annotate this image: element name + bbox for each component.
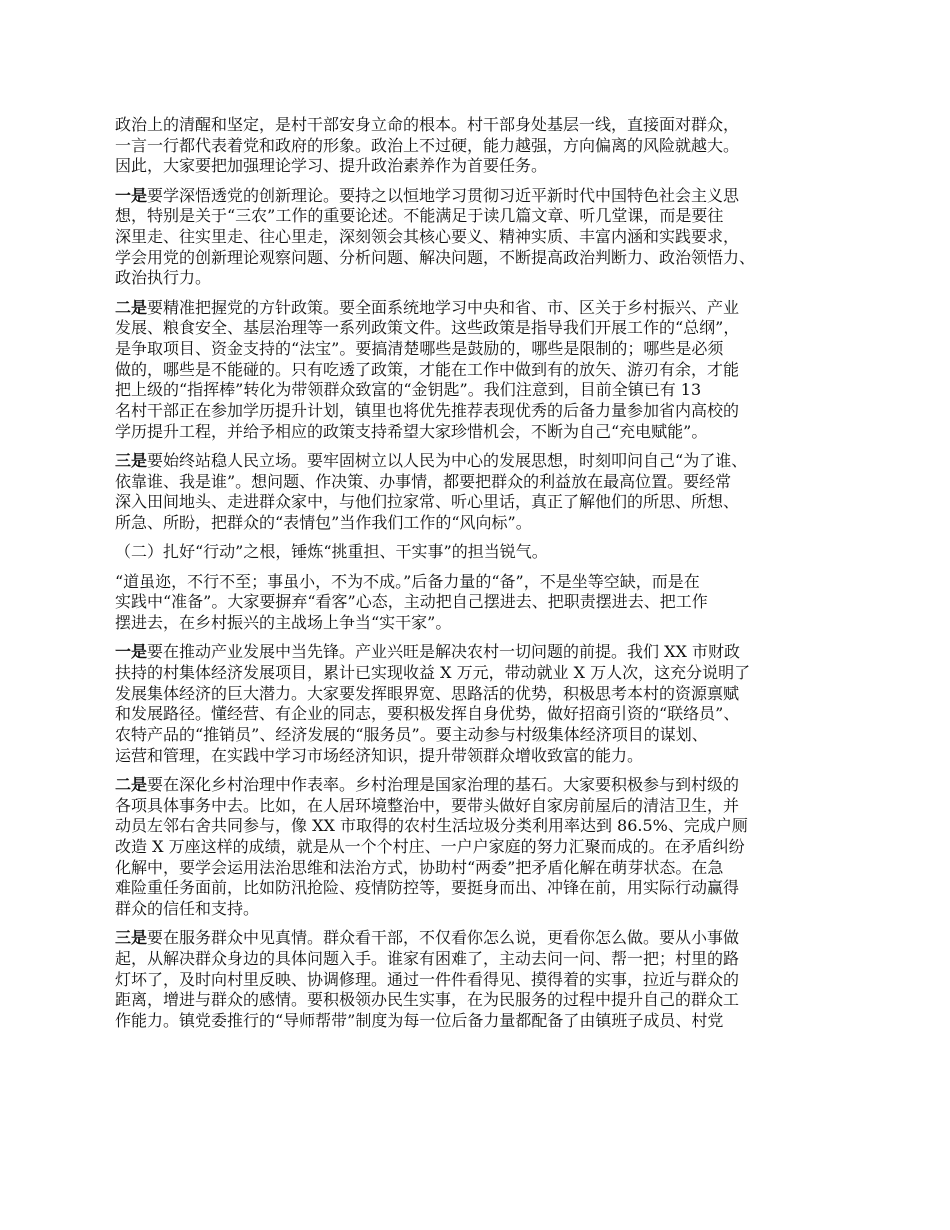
line-text: 要在服务群众中见真情。群众看干部，不仅看你怎么说，更看你怎么做。要从小事做 [147,928,740,948]
line-text: 要精准把握党的方针政策。要全面系统地学习中央和省、市、区关于乡村振兴、产业 [147,297,740,317]
line-text: 把上级的“指挥棒”转化为带领群众致富的“金钥匙”。我们注意到，目前全镇已有 13 [115,380,702,400]
line-text: 名村干部正在参加学历提升计划，镇里也将优先推荐表现优秀的后备力量参加省内高校的 [115,401,740,421]
text-line [115,663,840,684]
line-text: 运营和管理，在实践中学习市场经济知识，提升带领群众增收致富的能力。 [115,745,644,765]
line-text: 要在推动产业发展中当先锋。产业兴旺是解决农村一切问题的前提。我们 XX 市财政 [147,642,740,662]
line-text: 学会用党的创新理论观察问题、分析问题、解决问题，不断提高政治判断力、政治领悟力、 [115,247,756,267]
text-line [115,704,840,725]
paragraph [115,298,840,443]
line-text: 发展、粮食安全、基层治理等一系列政策文件。这些政策是指导我们开展工作的“总纲”， [115,318,740,338]
text-line [115,513,840,534]
text-line [115,642,840,663]
text-line [115,1011,840,1032]
text-line [115,227,840,248]
paragraph-lead: 三是 [115,451,148,471]
line-text: 和发展路径。懂经营、有企业的同志，要积极发挥自身优势，做好招商引资的“联络员”、 [115,704,740,724]
line-text: 起，从解决群众身边的具体问题入手。谁家有困难了，主动去问一问、帮一把；村里的路 [115,949,740,969]
text-line [115,613,840,634]
line-text: 想，特别是关于“三农”工作的重要论述。不能满足于读几篇文章、听几堂课，而是要往 [115,206,724,226]
text-line [115,451,840,472]
line-text: 学历提升工程，并给予相应的政策支持希望大家珍惜机会，不断为自己“充电赋能”。 [115,421,708,441]
text-line [115,949,840,970]
text-line [115,360,840,381]
line-text: 要学深悟透党的创新理论。要持之以恒地学习贯彻习近平新时代中国特色社会主义思 [147,185,740,205]
paragraph-lead: 二是 [115,297,148,317]
text-line [115,878,840,899]
paragraph [115,572,840,634]
line-text: 深里走、往实里走、往心里走，深刻领会其核心要义、精神实质、丰富内涵和实践要求， [115,227,740,247]
text-line [115,298,840,319]
line-text: 群众的信任和支持。 [115,899,260,919]
text-line [115,899,840,920]
line-text: 化解中，要学会运用法治思维和法治方式，协助村“两委”把矛盾化解在萌芽状态。在急 [115,857,724,877]
paragraph-lead: 一是 [115,642,148,662]
paragraph [115,775,840,920]
line-text: 灯坏了，及时向村里反映、协调修理。通过一件件看得见、摸得着的实事，拉近与群众的 [115,969,740,989]
line-text: 作能力。镇党委推行的“导师帮带”制度为每一位后备力量都配备了由镇班子成员、村党 [115,1011,724,1031]
paragraph-lead: 三是 [115,928,148,948]
line-text: 实践中“准备”。大家要摒弃“看客”心态，主动把自己摆进去、把职责摆进去、把工作 [115,592,708,612]
line-text: （二）扎好“行动”之根，锤炼“挑重担、干实事”的担当锐气。 [115,542,548,562]
text-line [115,858,840,879]
text-line [115,746,840,767]
text-line [115,339,840,360]
line-text: “道虽迩，不行不至；事虽小，不为不成。”后备力量的“备”，不是坐等空缺，而是在 [115,571,700,591]
line-text: 做的，哪些是不能碰的。只有吃透了政策，才能在工作中做到有的放矢、游刃有余，才能 [115,359,740,379]
line-text: 政治执行力。 [115,268,212,288]
line-text: 农特产品的“推销员”、经济发展的“服务员”。要主动参与村级集体经济项目的谋划、 [115,724,708,744]
line-text: 依靠谁、我是谁”。想问题、作决策、办事情，都要把群众的利益放在最高位置。要经常 [115,471,732,491]
paragraph [115,186,840,290]
line-text: 是争取项目、资金支持的“法宝”。要搞清楚哪些是鼓励的，哪些是限制的；哪些是必须 [115,339,724,359]
text-line [115,115,840,136]
line-text: 政治上的清醒和坚定，是村干部安身立命的根本。村干部身处基层一线，直接面对群众， [115,115,740,134]
line-text: 所急、所盼，把群众的“表情包”当作我们工作的“风向标”。 [115,513,532,533]
paragraph [115,451,840,534]
text-line [115,725,840,746]
text-line [115,206,840,227]
text-line [115,990,840,1011]
text-line [115,928,840,949]
line-text: 要在深化乡村治理中作表率。乡村治理是国家治理的基石。大家要积极参与到村级的 [147,774,740,794]
text-line [115,970,840,991]
text-line [115,268,840,289]
line-text: 深入田间地头、走进群众家中，与他们拉家常、听心里话，真正了解他们的所思、所想、 [115,492,740,512]
line-text: 摆进去，在乡村振兴的主战场上争当“实干家”。 [115,612,452,632]
text-line [115,422,840,443]
text-line [115,186,840,207]
line-text: 距离，增进与群众的感情。要积极领办民生实事，在为民服务的过程中提升自己的群众工 [115,990,740,1010]
text-line [115,775,840,796]
line-text: 扶持的村集体经济发展项目，累计已实现收益 X 万元，带动就业 X 万人次，这充分说明了 [115,662,751,682]
line-text: 各项具体事务中去。比如，在人居环境整治中，要带头做好自家房前屋后的清洁卫生，并 [115,795,740,815]
line-text: 因此，大家要把加强理论学习、提升政治素养作为首要任务。 [115,156,548,176]
text-line [115,492,840,513]
paragraph [115,115,840,177]
text-line [115,248,840,269]
paragraph [115,928,840,1032]
text-line [115,318,840,339]
text-line [115,380,840,401]
paragraph [115,542,840,563]
text-line [115,572,840,593]
line-text: 动员左邻右舍共同参与，像 XX 市取得的农村生活垃圾分类利用率达到 86.5%、完成户厕 [115,816,748,836]
line-text: 要始终站稳人民立场。要牢固树立以人民为中心的发展思想，时刻叩问自己“为了谁、 [147,451,748,471]
paragraph [115,642,840,766]
line-text: 改造 X 万座这样的成绩，就是从一个个村庄、一户户家庭的努力汇聚而成的。在矛盾纠纷 [115,837,745,856]
text-line [115,542,840,563]
paragraph-lead: 一是 [115,185,148,205]
text-line [115,796,840,817]
text-line [115,837,840,858]
line-text: 一言一行都代表着党和政府的形象。政治上不过硬，能力越强，方向偏离的风险就越大。 [115,135,740,155]
text-line [115,684,840,705]
line-text: 难险重任务面前，比如防汛抢险、疫情防控等，要挺身而出、冲锋在前，用实际行动赢得 [115,878,740,898]
text-line [115,592,840,613]
text-line [115,136,840,157]
line-text: 发展集体经济的巨大潜力。大家要发挥眼界宽、思路活的优势，积极思考本村的资源禀赋 [115,683,740,703]
text-line [115,156,840,177]
text-line [115,816,840,837]
paragraph-lead: 二是 [115,774,148,794]
document-body [115,115,840,1040]
text-line [115,472,840,493]
text-line [115,401,840,422]
